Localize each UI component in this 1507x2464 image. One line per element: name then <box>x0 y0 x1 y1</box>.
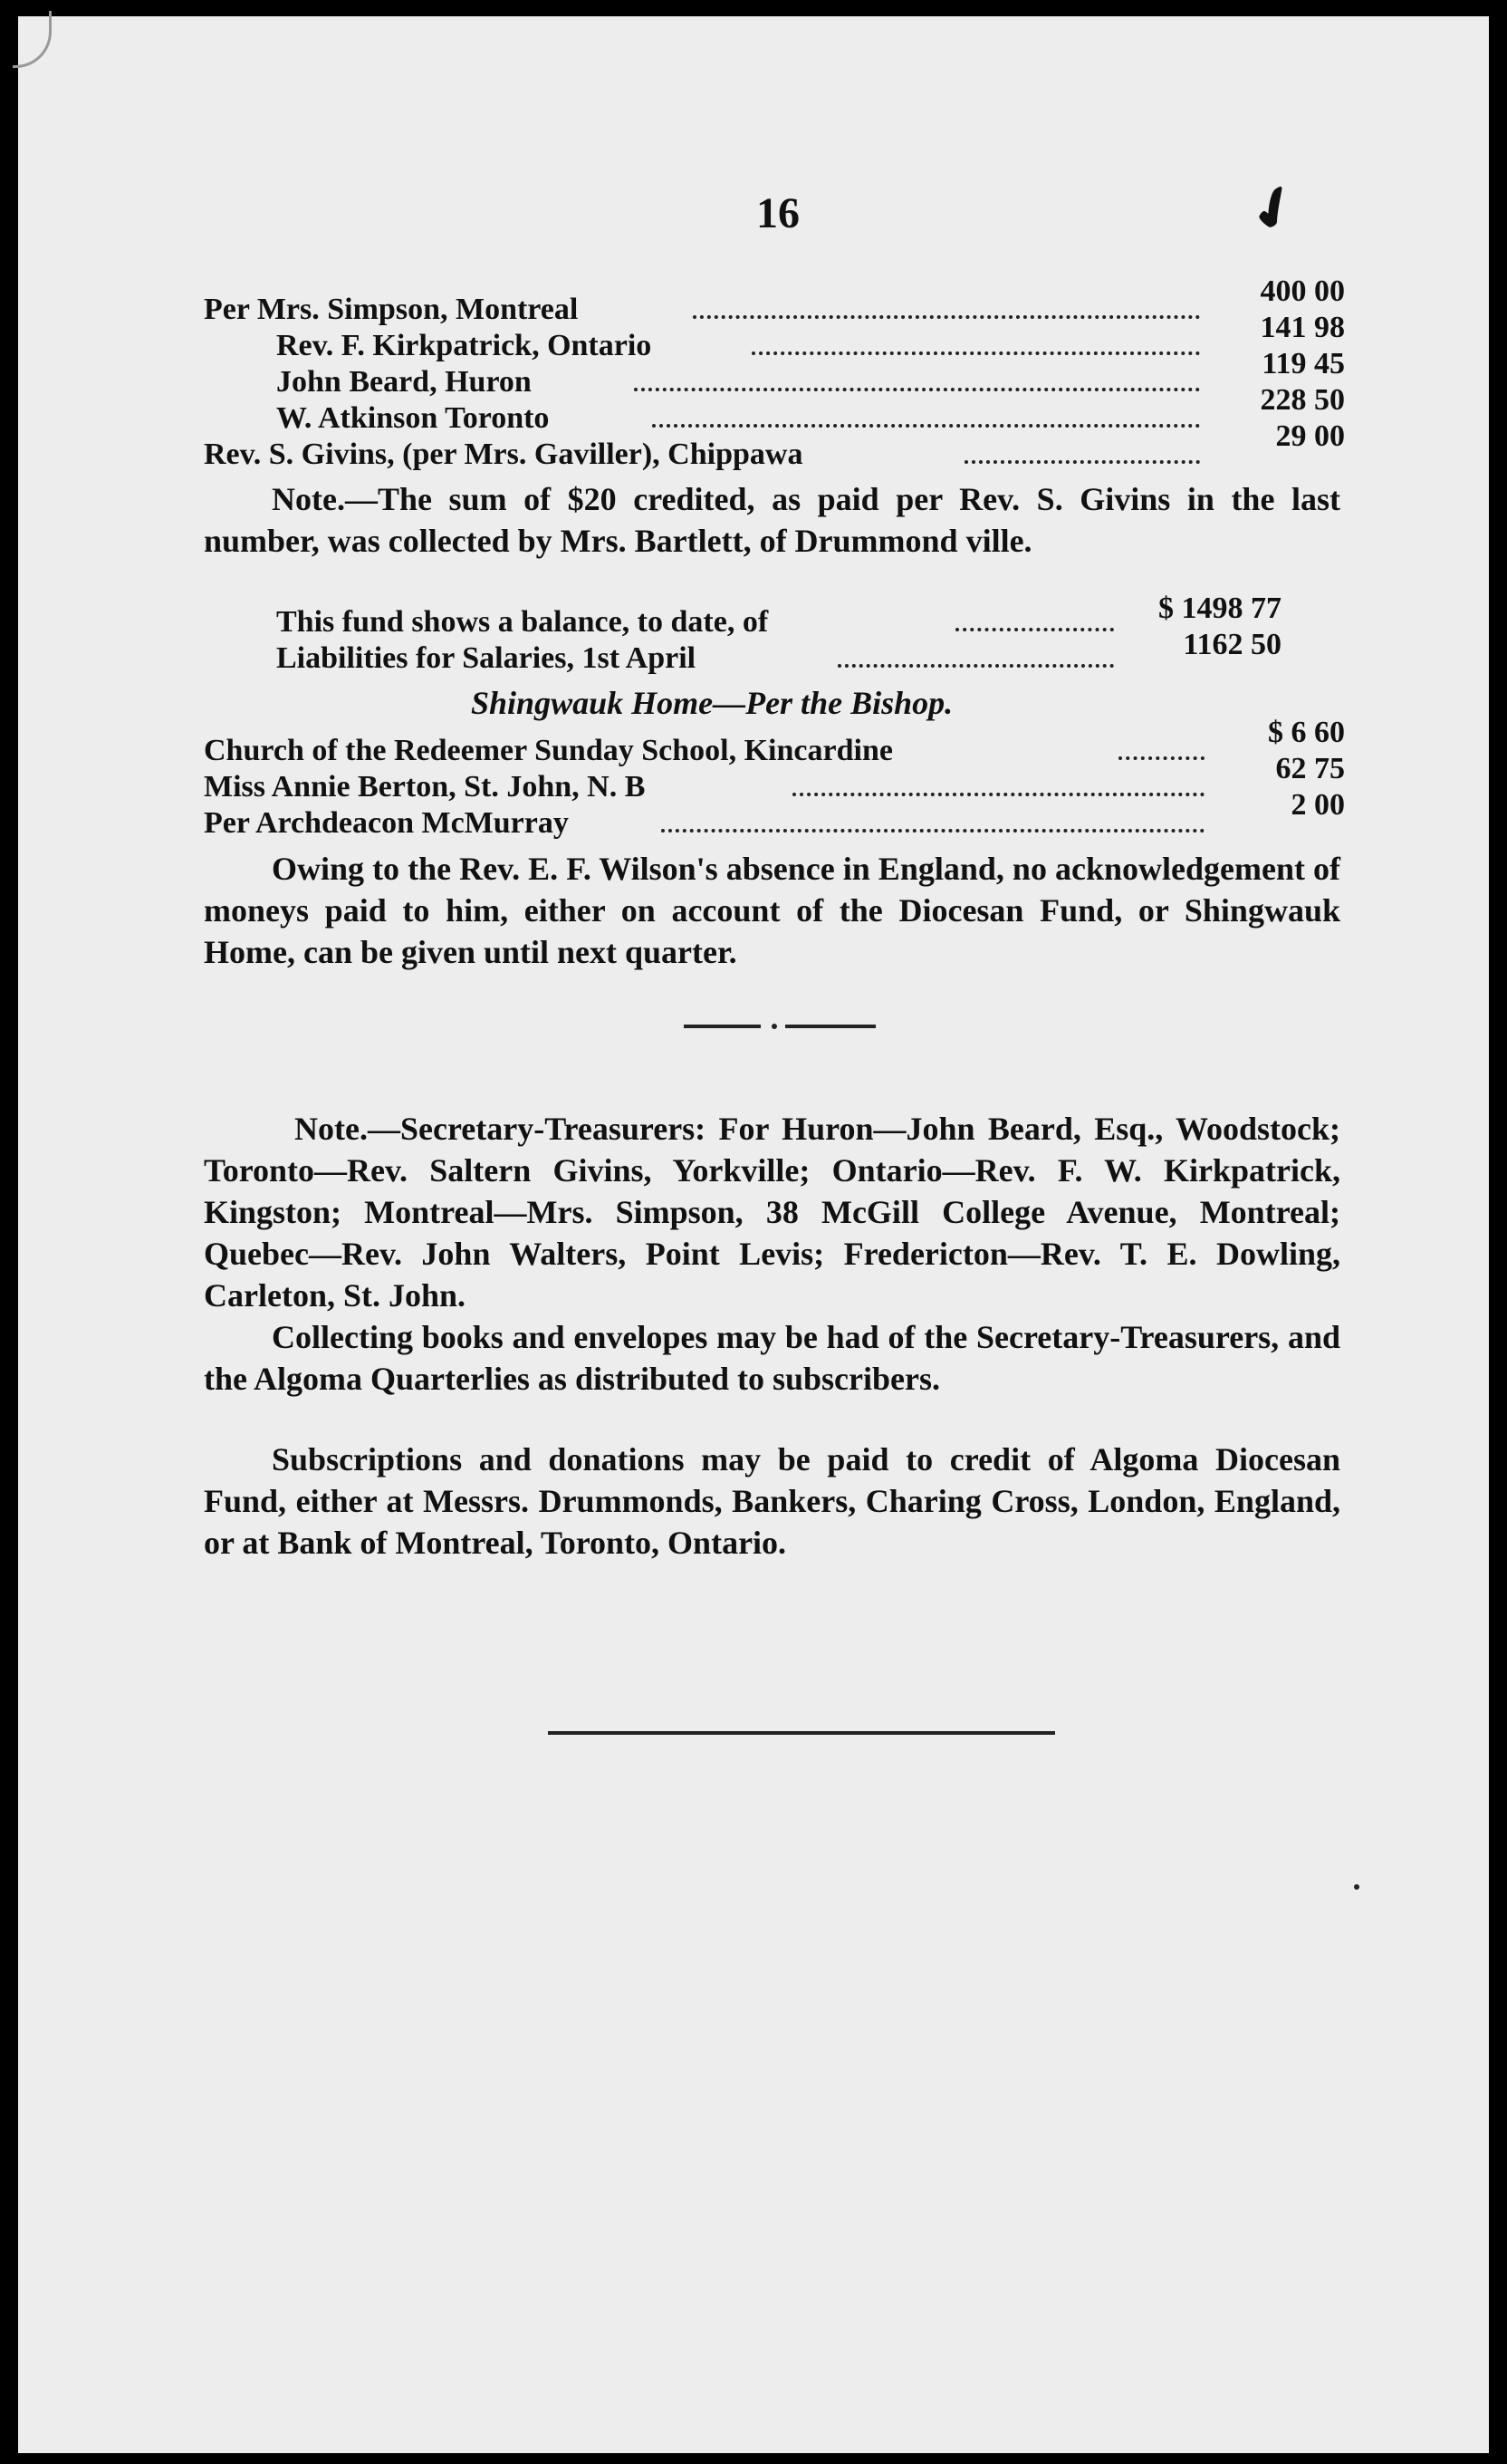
page-curl <box>13 11 52 68</box>
page-number: 16 <box>756 189 800 237</box>
entry-amount: 400 00 <box>1260 274 1345 308</box>
entry-amount: 228 50 <box>1260 383 1345 417</box>
paper-sheet <box>18 16 1489 2453</box>
ink-spot <box>1354 1884 1359 1890</box>
entry-amount: 119 45 <box>1262 347 1345 380</box>
separator-dot <box>772 1024 777 1029</box>
leader-dots <box>752 351 1200 355</box>
entry-amount: 141 98 <box>1260 311 1345 344</box>
liabilities-label: Liabilities for Salaries, 1st April <box>276 641 696 675</box>
entry-label: Miss Annie Berton, St. John, N. B <box>204 770 646 804</box>
leader-dots <box>792 793 1205 796</box>
separator-dash <box>684 1025 761 1028</box>
leader-dots <box>1118 756 1205 760</box>
leader-dots <box>661 829 1205 833</box>
leader-dots <box>965 460 1200 464</box>
leader-dots <box>838 664 1114 668</box>
entry-label: Per Archdeacon McMurray <box>204 806 569 840</box>
entry-label: Rev. S. Givins, (per Mrs. Gaviller), Chippawa <box>204 438 803 471</box>
separator-line <box>548 1731 1055 1735</box>
entry-label: Church of the Redeemer Sunday School, Kincardine <box>204 734 893 767</box>
entry-label: Per Mrs. Simpson, Montreal <box>204 293 579 326</box>
entry-amount: 2 00 <box>1291 788 1345 822</box>
separator-dash <box>785 1025 876 1028</box>
balance-label: This fund shows a balance, to date, of <box>276 605 769 639</box>
entry-label: Rev. F. Kirkpatrick, Ontario <box>276 329 652 362</box>
note-subscriptions: Subscriptions and donations may be paid to credit of Algoma Diocesan Fund, either at Messrs. Drummonds, Bankers, Charing Cross, London, England, or at Bank of Montreal, Toronto, Ontario. <box>204 1441 1340 1561</box>
section-heading: Shingwauk Home—Per the Bishop. <box>471 685 954 721</box>
leader-dots <box>693 315 1200 319</box>
balance-amount: $ 1498 77 <box>1158 592 1281 625</box>
note-collecting-books: Collecting books and envelopes may be had of the Secretary-Treasurers, and the Algoma Quarterlies as distributed to subscribers. <box>204 1319 1340 1397</box>
check-mark-icon: ✔ <box>1239 171 1310 247</box>
entry-label: W. Atkinson Toronto <box>276 401 550 435</box>
entry-amount: 29 00 <box>1275 419 1345 453</box>
leader-dots <box>652 424 1200 428</box>
entry-amount: 62 75 <box>1275 752 1345 785</box>
leader-dots <box>634 388 1200 391</box>
note-wilson-absence: Owing to the Rev. E. F. Wilson's absence in England, no acknowledgement of moneys paid to him, either on account of the Diocesan Fund, or Shingwauk Home, can be given until next quarter. <box>204 851 1340 970</box>
entry-label: John Beard, Huron <box>276 365 532 399</box>
leader-dots <box>955 628 1114 631</box>
liabilities-amount: 1162 50 <box>1183 628 1281 661</box>
entry-amount: $ 6 60 <box>1268 716 1345 749</box>
note-credited: Note.—The sum of $20 credited, as paid per Rev. S. Givins in the last number, was collected by Mrs. Bartlett, of Drummond ville. <box>204 481 1340 559</box>
note-secretary-treasurers: Note.—Secretary-Treasurers: For Huron—John Beard, Esq., Woodstock; Toronto—Rev. Saltern Givins, Yorkville; Ontario—Rev. F. W. Kirkpatrick, Kingston; Montreal—Mrs. Simpson, 38 McGill College Avenue, Montreal; Quebec—Rev. John Walters, Point Levis; Fredericton—Rev. T. E. Dowling, Carleton, St. John. <box>204 1111 1340 1314</box>
